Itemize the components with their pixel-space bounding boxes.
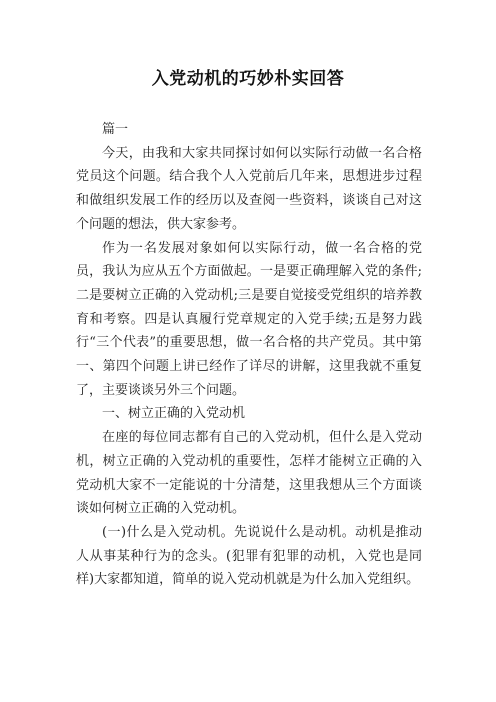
paragraph: (一)什么是入党动机。先说说什么是动机。动机是推动人从事某种行为的念头。(犯罪有犯罪的动机，入党也是同样)大家都知道，简单的说入党动机就是为什么加入党组织。 bbox=[76, 524, 422, 588]
paragraph-section-label: 篇一 bbox=[102, 122, 129, 137]
document-body bbox=[76, 118, 422, 592]
paragraph: 在座的每位同志都有自己的入党动机，但什么是入党动机，树立正确的入党动机的重要性，怎样才能树立正确的入党动机大家不一定能说的十分清楚，这里我想从三个方面谈谈如何树立正确的入党动机。 bbox=[76, 430, 422, 517]
paragraph: 今天，由我和大家共同探讨如何以实际行动做一名合格党员这个问题。结合我个人入党前后几年来，思想进步过程和做组织发展工作的经历以及查阅一些资料，谈谈自己对这个问题的想法，供大家参考。 bbox=[76, 145, 422, 232]
paragraph: 作为一名发展对象如何以实际行动，做一名合格的党员，我认为应从五个方面做起。一是要正确理解入党的条件;二是要树立正确的入党动机;三是要自觉接受党组织的培养教育和考察。四是认真履行党章规定的入党手续;五是努力践行“三个代表”的重要思想，做一名合格的共产党员。其中第一、第四个问题上讲已经作了详尽的讲解，这里我就不重复了，主要谈谈另外三个问题。 bbox=[76, 240, 422, 398]
paragraph-heading: 一、树立正确的入党动机 bbox=[102, 406, 246, 422]
document-title: 入党动机的巧妙朴实回答 bbox=[151, 69, 345, 89]
